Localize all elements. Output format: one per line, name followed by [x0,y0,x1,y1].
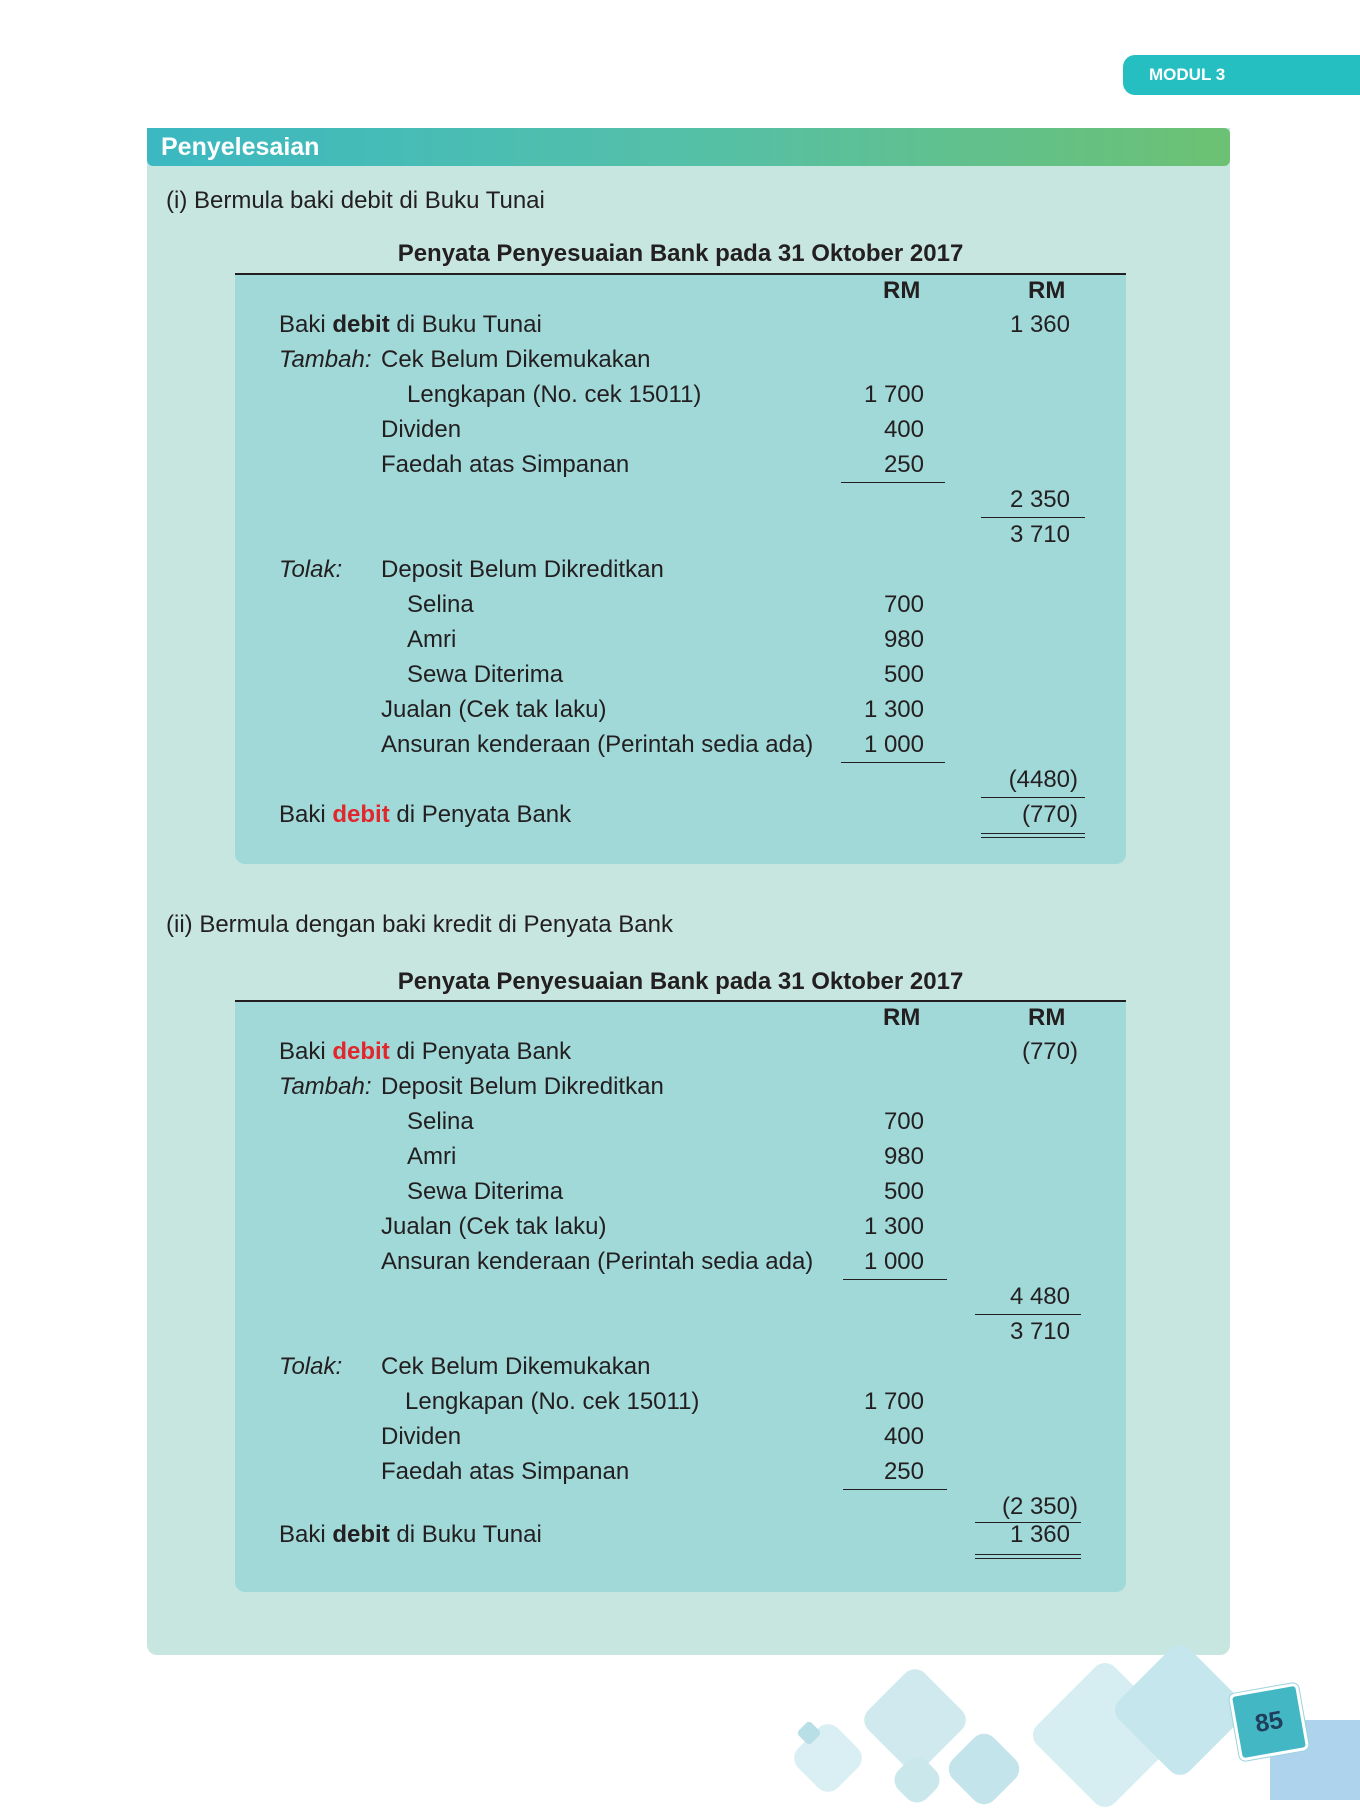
total-rule [981,517,1085,518]
tolak-label: Tolak: [279,1353,343,1380]
opening-balance-amount: (770) [1021,1038,1078,1065]
tolak-heading: Cek Belum Dikemukakan [381,1353,651,1380]
subtotal-rule [843,1489,947,1490]
rm-column-head: RM [1028,1004,1066,1031]
final-double-rule [981,833,1085,838]
modul-label: MODUL 3 [1149,65,1226,84]
line-item-amount: 500 [883,661,924,688]
part2-statement-title: Penyata Penyesuaian Bank pada 31 Oktober 2017 [397,968,964,995]
line-item-amount: 1 000 [863,731,924,758]
line-item-label: Sewa Diterima [407,661,564,688]
line-item-label: Dividen [381,416,462,443]
decorative-diamond [943,1728,1025,1810]
page-number: 85 [1229,1682,1310,1761]
line-item-label: Faedah atas Simpanan [381,1458,630,1485]
line-item-label: Sewa Diterima [407,1178,564,1205]
line-item-label: Jualan (Cek tak laku) [381,696,607,723]
line-item-amount: 250 [883,1458,924,1485]
line-item-amount: 700 [883,591,924,618]
tolak-heading: Deposit Belum Dikreditkan [381,556,664,583]
rm-column-head: RM [883,277,921,304]
tambah-total: 2 350 [1009,486,1070,513]
line-item-label: Jualan (Cek tak laku) [381,1213,607,1240]
closing-balance-amount: (770) [1021,801,1078,828]
line-item-label: Amri [407,626,457,653]
tambah-label: Tambah: [279,346,372,373]
section-title: Penyelesaian [161,132,320,161]
line-item-amount: 1 300 [863,1213,924,1240]
opening-balance-amount: 1 360 [1009,311,1070,338]
section-header [147,128,1230,166]
line-item-label: Dividen [381,1423,462,1450]
opening-balance-label: Baki debit di Buku Tunai [279,311,542,338]
tolak-total: (2 350) [1001,1493,1078,1520]
line-item-label: Ansuran kenderaan (Perintah sedia ada) [381,1248,814,1275]
modul-tab [1123,55,1360,95]
part1-intro: (i) Bermula baki debit di Buku Tunai [166,187,545,214]
line-item-label: Selina [407,1108,474,1135]
tolak-label: Tolak: [279,556,343,583]
part1-statement-title: Penyata Penyesuaian Bank pada 31 Oktober 2017 [397,240,964,267]
line-item-amount: 400 [883,416,924,443]
subtotal-rule [843,1279,947,1280]
line-item-label: Lengkapan (No. cek 15011) [407,381,702,408]
line-item-label: Ansuran kenderaan (Perintah sedia ada) [381,731,814,758]
rm-column-head: RM [883,1004,921,1031]
closing-balance-amount: 1 360 [1009,1521,1070,1548]
line-item-label: Faedah atas Simpanan [381,451,630,478]
subtotal-rule [841,762,945,763]
line-item-amount: 980 [883,626,924,653]
part2-intro: (ii) Bermula dengan baki kredit di Penyata Bank [166,911,673,938]
line-item-amount: 700 [883,1108,924,1135]
line-item-amount: 250 [883,451,924,478]
line-item-amount: 400 [883,1423,924,1450]
line-item-amount: 1 700 [863,381,924,408]
line-item-amount: 500 [883,1178,924,1205]
rm-column-head: RM [1028,277,1066,304]
opening-balance-label: Baki debit di Penyata Bank [279,1038,572,1065]
tambah-label: Tambah: [279,1073,372,1100]
total-rule [975,1314,1081,1315]
line-item-amount: 1 300 [863,696,924,723]
tolak-total: (4480) [1008,766,1078,793]
part2-statement [235,1000,1126,1592]
tambah-total: 4 480 [1009,1283,1070,1310]
subtotal-rule [841,482,945,483]
line-item-amount: 1 000 [863,1248,924,1275]
final-double-rule [975,1554,1081,1559]
line-item-label: Selina [407,591,474,618]
running-total: 3 710 [1009,521,1070,548]
tambah-heading: Cek Belum Dikemukakan [381,346,651,373]
total-rule [981,797,1085,798]
line-item-label: Amri [407,1143,457,1170]
tambah-heading: Deposit Belum Dikreditkan [381,1073,664,1100]
line-item-label: Lengkapan (No. cek 15011) [405,1388,700,1415]
closing-balance-label: Baki debit di Penyata Bank [279,801,572,828]
part1-statement [235,273,1126,864]
line-item-amount: 980 [883,1143,924,1170]
line-item-amount: 1 700 [863,1388,924,1415]
running-total: 3 710 [1009,1318,1070,1345]
closing-balance-label: Baki debit di Buku Tunai [279,1521,542,1548]
